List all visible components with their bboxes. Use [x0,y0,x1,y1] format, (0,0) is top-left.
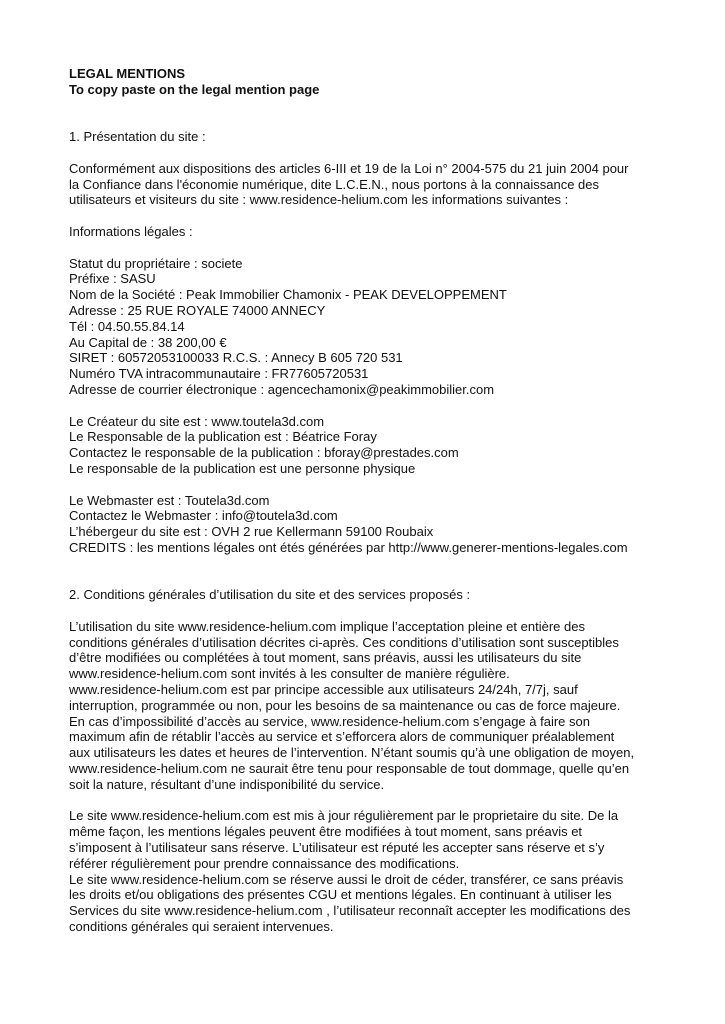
legal-info-title: Informations légales : [69,223,193,239]
text-line: Conformément aux dispositions des articles 6-III et 19 de la Loi n° 2004-575 du 21 juin 2004 pour [69,160,629,176]
text-line: www.residence-helium.com sont invités à les consulter de manière régulière. [69,666,510,682]
legal-info-line: SIRET : 60572053100033 R.C.S. : Annecy B 605 720 531 [69,350,403,366]
section-1-intro [69,161,689,208]
section-1-title: 1. Présentation du site : [69,129,206,145]
text-line: Le site www.residence-helium.com est mis à jour régulièrement par le proprietaire du site. De la [69,808,619,824]
text-line: Le site www.residence-helium.com se réserve aussi le droit de céder, transférer, ce sans préavis [69,871,624,887]
text-line: aux utilisateurs les dates et heures de l’intervention. N’étant soumis qu’à une obligation de moyen, [69,745,635,761]
text-line: En cas d’impossibilité d’accès au service, www.residence-helium.com s’engage à faire son [69,713,590,729]
legal-info-line: Tél : 04.50.55.84.14 [69,318,185,334]
text-line: Services du site www.residence-helium.com , l’utilisateur reconnaît accepter les modifications des [69,903,631,919]
webmaster-line: L’hébergeur du site est : OVH 2 rue Kellermann 59100 Roubaix [69,524,434,540]
webmaster-info [69,493,689,556]
document-subtitle: To copy paste on the legal mention page [69,81,320,97]
creator-line: Le Responsable de la publication est : Béatrice Foray [69,429,377,445]
text-line: soit la nature, résultant d’une indisponibilité du service. [69,776,385,792]
section-2-paragraph-1 [69,619,689,793]
legal-info-list [69,256,689,398]
document-page [69,66,689,935]
text-line: référer régulièrement pour prendre connaissance des modifications. [69,855,460,871]
text-line: conditions générales d’utilisation décrites ci-après. Ces conditions d’utilisation sont susceptibles [69,634,619,650]
text-line: maximum afin de rétablir l’accès au service et s’efforcera alors de communiquer préalablement [69,729,615,745]
text-line: les droits et/ou obligations des présentes CGU et mentions légales. En continuant à utiliser les [69,887,612,903]
legal-info-line: Préfixe : SASU [69,271,156,287]
webmaster-line: Contactez le Webmaster : info@toutela3d.com [69,508,338,524]
creator-info [69,414,689,477]
text-line: www.residence-helium.com est par principe accessible aux utilisateurs 24/24h, 7/7j, sauf [69,682,578,698]
section-2-paragraph-2 [69,808,689,934]
text-line: utilisateurs et visiteurs du site : www.residence-helium.com les informations suivantes : [69,192,569,208]
section-2-title: 2. Conditions générales d’utilisation du site et des services proposés : [69,587,471,603]
text-line: d’être modifiées ou complétées à tout moment, sans préavis, aussi les utilisateurs du site [69,650,582,666]
webmaster-line: Le Webmaster est : Toutela3d.com [69,492,270,508]
text-line: s’imposent à l’utilisateur sans réserve. L’utilisateur est réputé les accepter sans réserve et s’y [69,840,605,856]
legal-info-line: Adresse de courrier électronique : agencechamonix@peakimmobilier.com [69,381,495,397]
legal-info-line: Au Capital de : 38 200,00 € [69,334,227,350]
legal-info-line: Statut du propriétaire : societe [69,255,243,271]
creator-line: Le Créateur du site est : www.toutela3d.com [69,413,325,429]
text-line: www.residence-helium.com ne saurait être tenu pour responsable de tout dommage, quelle qu’en [69,761,630,777]
text-line: interruption, programmée ou non, pour les besoins de sa maintenance ou cas de force majeure. [69,697,621,713]
text-line: conditions générales qui seraient intervenues. [69,919,334,935]
webmaster-line: CREDITS : les mentions légales ont étés générées par http://www.generer-mentions-legales.com [69,539,628,555]
legal-info-line: Numéro TVA intracommunautaire : FR77605720531 [69,366,369,382]
text-line: même façon, les mentions légales peuvent être modifiées à tout moment, sans préavis et [69,824,583,840]
legal-info-line: Nom de la Société : Peak Immobilier Chamonix - PEAK DEVELOPPEMENT [69,287,507,303]
document-title: LEGAL MENTIONS [69,66,186,81]
legal-info-line: Adresse : 25 RUE ROYALE 74000 ANNECY [69,302,326,318]
creator-line: Le responsable de la publication est une personne physique [69,460,416,476]
text-line: L’utilisation du site www.residence-helium.com implique l’acceptation pleine et entière des [69,618,585,634]
text-line: la Confiance dans l'économie numérique, dite L.C.E.N., nous portons à la connaissance des [69,176,600,192]
creator-line: Contactez le responsable de la publication : bforay@prestades.com [69,445,459,461]
